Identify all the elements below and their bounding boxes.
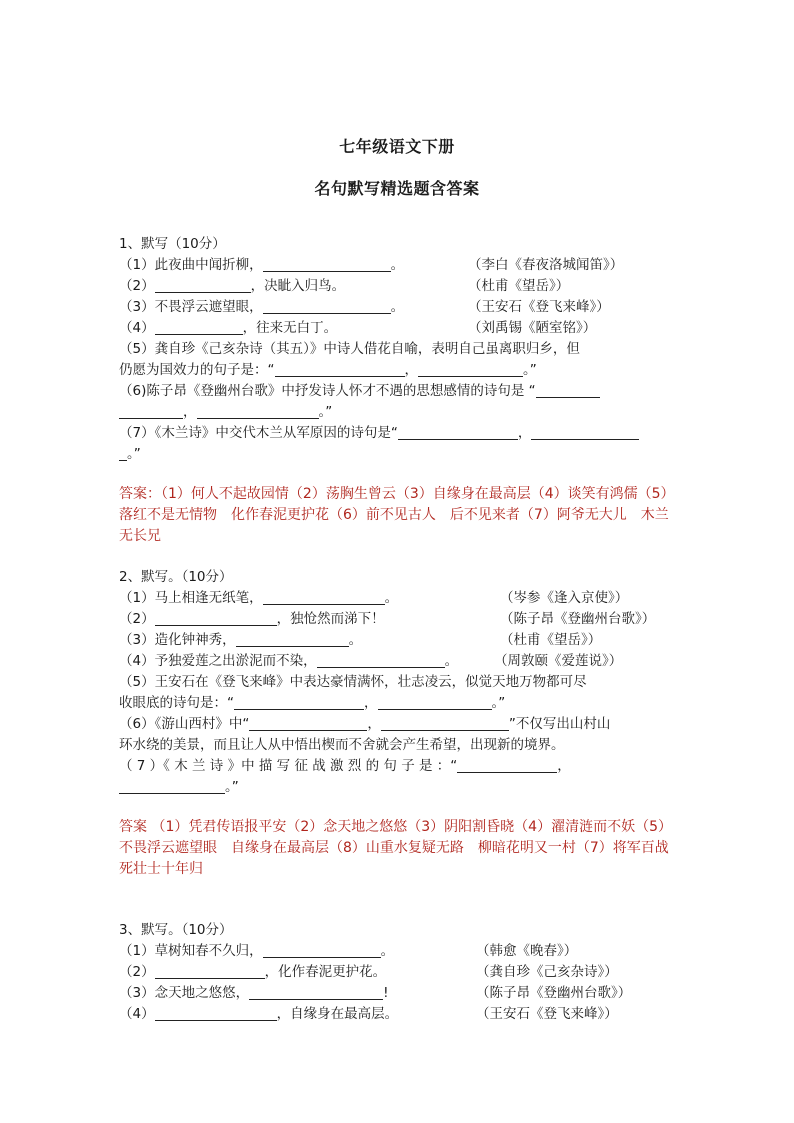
s1-q3-source: （王安石《登飞来峰》） <box>468 299 610 315</box>
s3-question-1: （1）草树知春不久归， 。 <box>119 943 395 959</box>
page-subtitle: 名句默写精选题含答案 <box>314 179 480 198</box>
answer-blank[interactable] <box>155 319 243 335</box>
answer-blank[interactable] <box>155 1005 277 1021</box>
s2-q3-source: （杜甫《望岳》） <box>500 632 602 648</box>
s3-q3-source: （陈子昂《登幽州台歌》） <box>476 985 632 1001</box>
section-2-heading: 2、默写。（10分） <box>119 569 233 585</box>
s2-question-7-cont: 。” <box>119 777 239 797</box>
answer-blank[interactable] <box>317 652 445 668</box>
s1-q2-source: （杜甫《望岳》） <box>468 278 570 294</box>
s1-q1-source: （李白《春夜洛城闻笛》） <box>468 257 624 273</box>
s1-q4-source: （刘禹锡《陋室铭》） <box>468 320 597 336</box>
answer-blank[interactable] <box>418 361 523 377</box>
s1-question-7: （7）《木兰诗》中交代木兰从军原因的诗句是“ ， <box>119 423 639 443</box>
s1-question-4: （4） ，往来无白丁。 <box>119 320 338 336</box>
s2-question-2: （2） ，独怆然而涕下！ <box>119 611 385 627</box>
answer-blank[interactable] <box>378 694 492 710</box>
s3-question-3: （3）念天地之悠悠， ! <box>119 985 389 1001</box>
s2-question-5: （5）王安石在《登飞来峰》中表达豪情满怀，壮志凌云，似觉天地万物都可尽 <box>119 674 587 690</box>
s3-q4-source: （王安石《登飞来峰》） <box>476 1006 618 1022</box>
s3-q2-source: （龚自珍《己亥杂诗》） <box>476 964 618 980</box>
answer-blank[interactable] <box>234 694 364 710</box>
s2-q2-source: （陈子昂《登幽州台歌》） <box>500 611 656 627</box>
s1-question-5-cont: 仍愿为国效力的句子是：“ ， 。” <box>119 362 537 378</box>
answer-blank[interactable] <box>119 778 225 794</box>
s1-question-3: （3）不畏浮云遮望眼， 。 <box>119 299 405 315</box>
s2-question-6-cont: 环水绕的美景，而且让人从中悟出楔而不舍就会产生希望，出现新的境界。 <box>119 737 565 753</box>
answer-blank[interactable] <box>119 403 183 419</box>
page-title: 七年级语文下册 <box>339 137 455 156</box>
answer-blank[interactable] <box>457 757 557 773</box>
s2-question-7: （ 7 ）《 木 兰 诗 》中 描 写 征 战 激 烈 的 句 子 是 ：“ ， <box>119 758 571 774</box>
answer-blank[interactable] <box>197 403 319 419</box>
answer-blank[interactable] <box>155 277 251 293</box>
answer-blank[interactable] <box>531 424 639 440</box>
s2-answer-key: 答案 （1）凭君传语报平安（2）念天地之悠悠（3）阴阳割昏晓（4）濯清涟而不妖（5）不畏浮云遮望眼 自缘身在最高层（8）山重水复疑无路 柳暗花明又一村（7）将军百战死壮士十年归 <box>119 819 672 877</box>
s3-question-2: （2） ，化作春泥更护花。 <box>119 964 387 980</box>
section-3-heading: 3、默写。（10分） <box>119 922 233 938</box>
s3-question-4: （4） ，自缘身在最高层。 <box>119 1006 399 1022</box>
s1-question-2: （2） ，决眦入归鸟。 <box>119 278 346 294</box>
s2-question-6: （6）《游山西村》中“ ， ”不仅写出山村山 <box>119 716 611 732</box>
answer-blank[interactable] <box>155 963 265 979</box>
s2-q1-source: （岑参《逢入京使》） <box>500 590 629 606</box>
answer-blank[interactable] <box>263 589 385 605</box>
s2-question-3: （3）造化钟神秀， 。 <box>119 632 363 648</box>
section-1-heading: 1、默写（10分） <box>119 236 226 252</box>
answer-blank[interactable] <box>275 361 405 377</box>
s3-q1-source: （韩愈《晚春》） <box>476 943 578 959</box>
answer-blank[interactable] <box>119 445 127 461</box>
answer-blank[interactable] <box>249 984 383 1000</box>
answer-blank[interactable] <box>536 382 600 398</box>
s2-q4-source: （周敦颐《爱莲说》） <box>494 653 623 669</box>
s1-question-6: （6)陈子昂《登幽州台歌》中抒发诗人怀才不遇的思想感情的诗句是 “ <box>119 381 600 401</box>
s2-question-1: （1）马上相逢无纸笔， 。 <box>119 590 399 606</box>
answer-blank[interactable] <box>398 424 518 440</box>
answer-blank[interactable] <box>236 631 349 647</box>
answer-blank[interactable] <box>263 256 391 272</box>
s1-answer-key: 答案：（1）何人不起故园情（2）荡胸生曾云（3）自缘身在最高层（4）谈笑有鸿儒（5）落红不是无情物 化作春泥更护花（6）前不见古人 后不见来者（7）阿爷无大儿 木兰无长兄 <box>119 486 675 544</box>
s1-question-5: （5）龚自珍《己亥杂诗（其五）》中诗人借花自喻，表明自己虽离职归乡，但 <box>119 341 580 357</box>
answer-blank[interactable] <box>249 715 367 731</box>
s2-question-5-cont: 收眼底的诗句是：“ ， 。” <box>119 695 506 711</box>
s2-question-4: （4）予独爱莲之出淤泥而不染， 。 <box>119 653 459 669</box>
s1-question-6-cont: ， 。” <box>119 402 332 422</box>
answer-blank[interactable] <box>155 610 277 626</box>
answer-blank[interactable] <box>263 942 381 958</box>
answer-blank[interactable] <box>381 715 509 731</box>
answer-blank[interactable] <box>263 298 391 314</box>
s1-question-1: （1）此夜曲中闻折柳， 。 <box>119 257 405 273</box>
s1-question-7-cont: 。” <box>119 444 141 464</box>
